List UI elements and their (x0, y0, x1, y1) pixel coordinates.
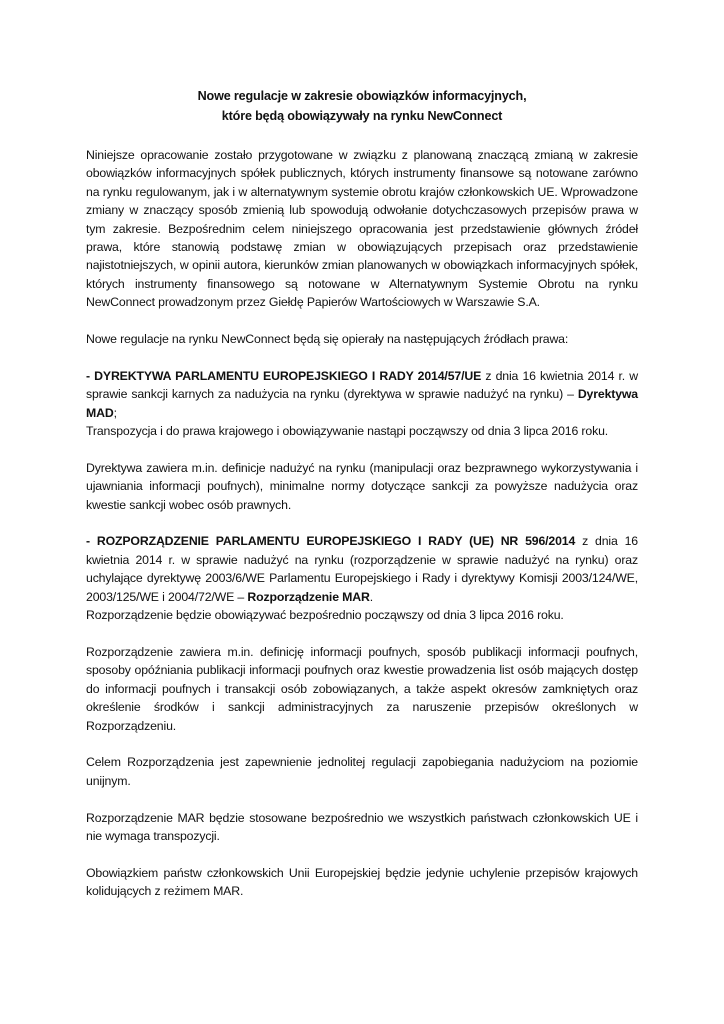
mar-period: . (369, 589, 373, 604)
mar-name: - ROZPORZĄDZENIE PARLAMENTU EUROPEJSKIEGO I RADY (UE) NR 596/2014 (86, 534, 576, 549)
mar-paragraph (86, 532, 638, 606)
mar-obligation-paragraph: Obowiązkiem państw członkowskich Unii Europejskiej będzie jedynie uchylenie przepisów krajowych kolidujących z reżimem MAR. (86, 865, 638, 899)
mad-transposition: Transpozycja i do prawa krajowego i obowiązywanie nastąpi począwszy od dnia 3 lipca 2016 roku. (86, 424, 609, 439)
mar-effective: Rozporządzenie będzie obowiązywać bezpośrednio począwszy od dnia 3 lipca 2016 roku. (86, 608, 564, 623)
mar-goal-paragraph: Celem Rozporządzenia jest zapewnienie jednolitej regulacji zapobiegania nadużyciom na poziomie unijnym. (86, 755, 638, 788)
intro-paragraph: Niniejsze opracowanie zostało przygotowane w związku z planowaną znaczącą zmianą w zakresie obowiązków informacyjnych spółek publicznych, których instrumenty finansowe są notowane zarówno na rynku regulowanym, jak i w alternatywnym systemie obrotu krajów członkowskich UE. Wprowadzone zmiany w znaczący sposób zmienią lub spowodują odwołanie dotychczasowych przepisów prawa w tym zakresie. Bezpośrednim celem niniejszego opracowania jest przedstawienie głównych źródeł prawa, które stanowią podstawę zmian w obowiązujących przepisach oraz przedstawienie najistotniejszych, w opinii autora, kierunków zmian planowanych w obowiązkach informacyjnych spółek, których instrumenty finansowego są notowane w Alternatywnym Systemie Obrotu na rynku NewConnect prowadzonym przez Giełdę Papierów Wartościowych w Warszawie S.A. (86, 148, 638, 310)
mad-description: z dnia 16 kwietnia 2014 r. w sprawie sankcji karnych za nadużycia na rynku (dyrektywa w sprawie nadużyć na rynku) – (86, 368, 638, 402)
mar-application-paragraph: Rozporządzenie MAR będzie stosowane bezpośrednio we wszystkich państwach członkowskich UE i nie wymaga transpozycji. (86, 810, 638, 843)
mad-semicolon: ; (113, 405, 117, 420)
document-page (86, 86, 638, 901)
title-line-2: które będą obowiązywały na rynku NewConnect (221, 109, 503, 123)
mar-short-name: Rozporządzenie MAR (247, 589, 370, 604)
mad-paragraph (86, 367, 638, 422)
sources-intro-paragraph: Nowe regulacje na rynku NewConnect będą się opierały na następujących źródłach prawa: (86, 332, 569, 347)
mad-short-name: Dyrektywa MAD (86, 387, 638, 420)
document-title (86, 86, 638, 126)
mar-description: z dnia 16 kwietnia 2014 r. w sprawie nadużyć na rynku (rozporządzenie w sprawie nadużyć na rynku) oraz uchylające dyrektywę 2003/6/WE Parlamentu Europejskiego i Rady i dyrektywy Komisji 2003/124/WE, 2003/125/WE i 2004/72/WE – (86, 534, 638, 604)
mar-contents-paragraph: Rozporządzenie zawiera m.in. definicję informacji poufnych, sposób publikacji informacji poufnych, sposoby opóźniania publikacji informacji poufnych oraz kwestie prowadzenia list osób mających dostęp do informacji poufnych i transakcji osób zobowiązanych, a także aspekt okresów zamkniętych oraz określenie środków i sankcji administracyjnych za naruszenie przepisów określonych w Rozporządzeniu. (86, 644, 638, 733)
mad-name: - DYREKTYWA PARLAMENTU EUROPEJSKIEGO I RADY 2014/57/UE (86, 368, 482, 383)
title-line-1: Nowe regulacje w zakresie obowiązków informacyjnych, (197, 89, 527, 103)
mad-contents-paragraph: Dyrektywa zawiera m.in. definicje nadużyć na rynku (manipulacji oraz bezprawnego wykorzystywania i ujawniania informacji poufnych), minimalne normy dotyczące sankcji za powyższe nadużycia oraz kwestie sankcji wobec osób prawnych. (86, 460, 638, 512)
